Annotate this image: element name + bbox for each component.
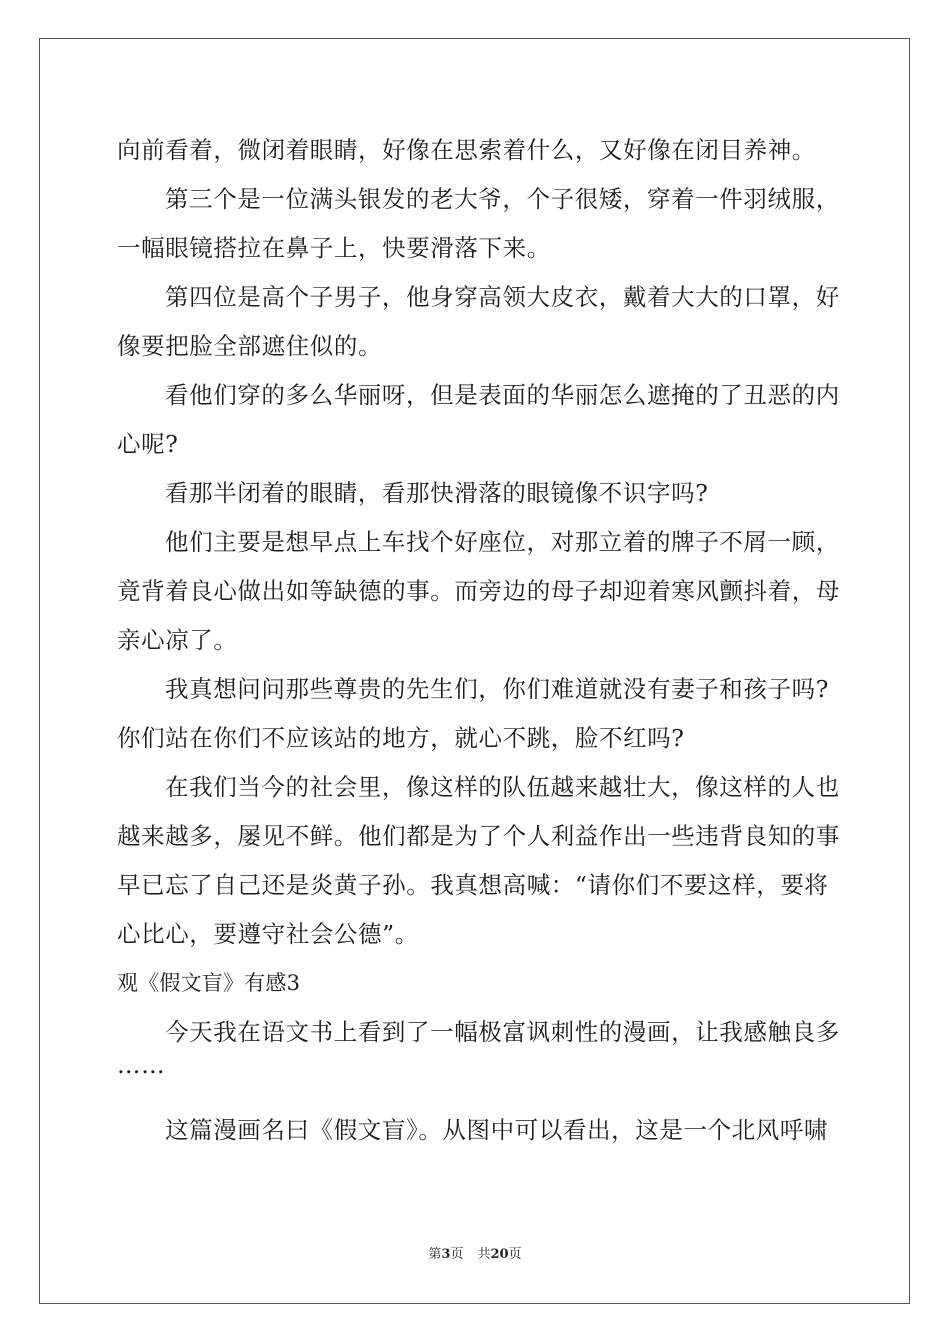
text-line: 你们站在你们不应该站的地方，就心不跳，脸不红吗? xyxy=(117,724,685,752)
text-line: 第三个是一位满头银发的老大爷，个子很矮，穿着一件羽绒服， xyxy=(165,185,840,213)
total-pages: 20 xyxy=(490,1247,509,1262)
text-line: 第四位是高个子男子，他身穿高领大皮衣，戴着大大的口罩，好 xyxy=(165,283,840,311)
page-footer xyxy=(0,1246,950,1264)
text-line: 像要把脸全部遮住似的。 xyxy=(117,332,383,360)
total-suffix: 页 xyxy=(508,1247,522,1262)
text-line: 这篇漫画名曰《假文盲》。从图中可以看出，这是一个北风呼啸 xyxy=(165,1116,829,1144)
text-line: 今天我在语文书上看到了一幅极富讽刺性的漫画，让我感触良多 xyxy=(165,1018,840,1046)
text-line: 心比心，要遵守社会公德”。 xyxy=(117,920,419,948)
text-line: 他们主要是想早点上车找个好座位，对那立着的牌子不屑一顾， xyxy=(165,528,840,556)
page-suffix: 页 xyxy=(450,1247,464,1262)
section-heading: 观《假文盲》有感3 xyxy=(117,971,301,995)
text-line: 竟背着良心做出如等缺德的事。而旁边的母子却迎着寒风颤抖着，母 xyxy=(117,577,840,605)
text-line: 我真想问问那些尊贵的先生们，你们难道就没有妻子和孩子吗? xyxy=(165,675,829,703)
text-line: …… xyxy=(117,1051,166,1079)
text-line: 看他们穿的多么华丽呀，但是表面的华丽怎么遮掩的了丑恶的内 xyxy=(165,381,840,409)
text-line: 在我们当今的社会里，像这样的队伍越来越壮大，像这样的人也 xyxy=(165,773,840,801)
text-line: 一幅眼镜搭拉在鼻子上，快要滑落下来。 xyxy=(117,234,551,262)
page-number: 3 xyxy=(441,1247,451,1262)
text-line: 心呢? xyxy=(117,430,179,458)
text-line: 亲心凉了。 xyxy=(117,626,238,654)
text-line: 向前看着，微闭着眼睛，好像在思索着什么，又好像在闭目养神。 xyxy=(117,136,816,164)
text-line: 越来越多，屡见不鲜。他们都是为了个人利益作出一些违背良知的事 xyxy=(117,822,840,850)
text-line: 看那半闭着的眼睛，看那快滑落的眼镜像不识字吗? xyxy=(165,479,709,507)
text-line: 早已忘了自己还是炎黄子孙。我真想高喊：“请你们不要这样，要将 xyxy=(117,871,829,899)
total-prefix: 共 xyxy=(477,1247,491,1262)
page-prefix: 第 xyxy=(428,1247,442,1262)
